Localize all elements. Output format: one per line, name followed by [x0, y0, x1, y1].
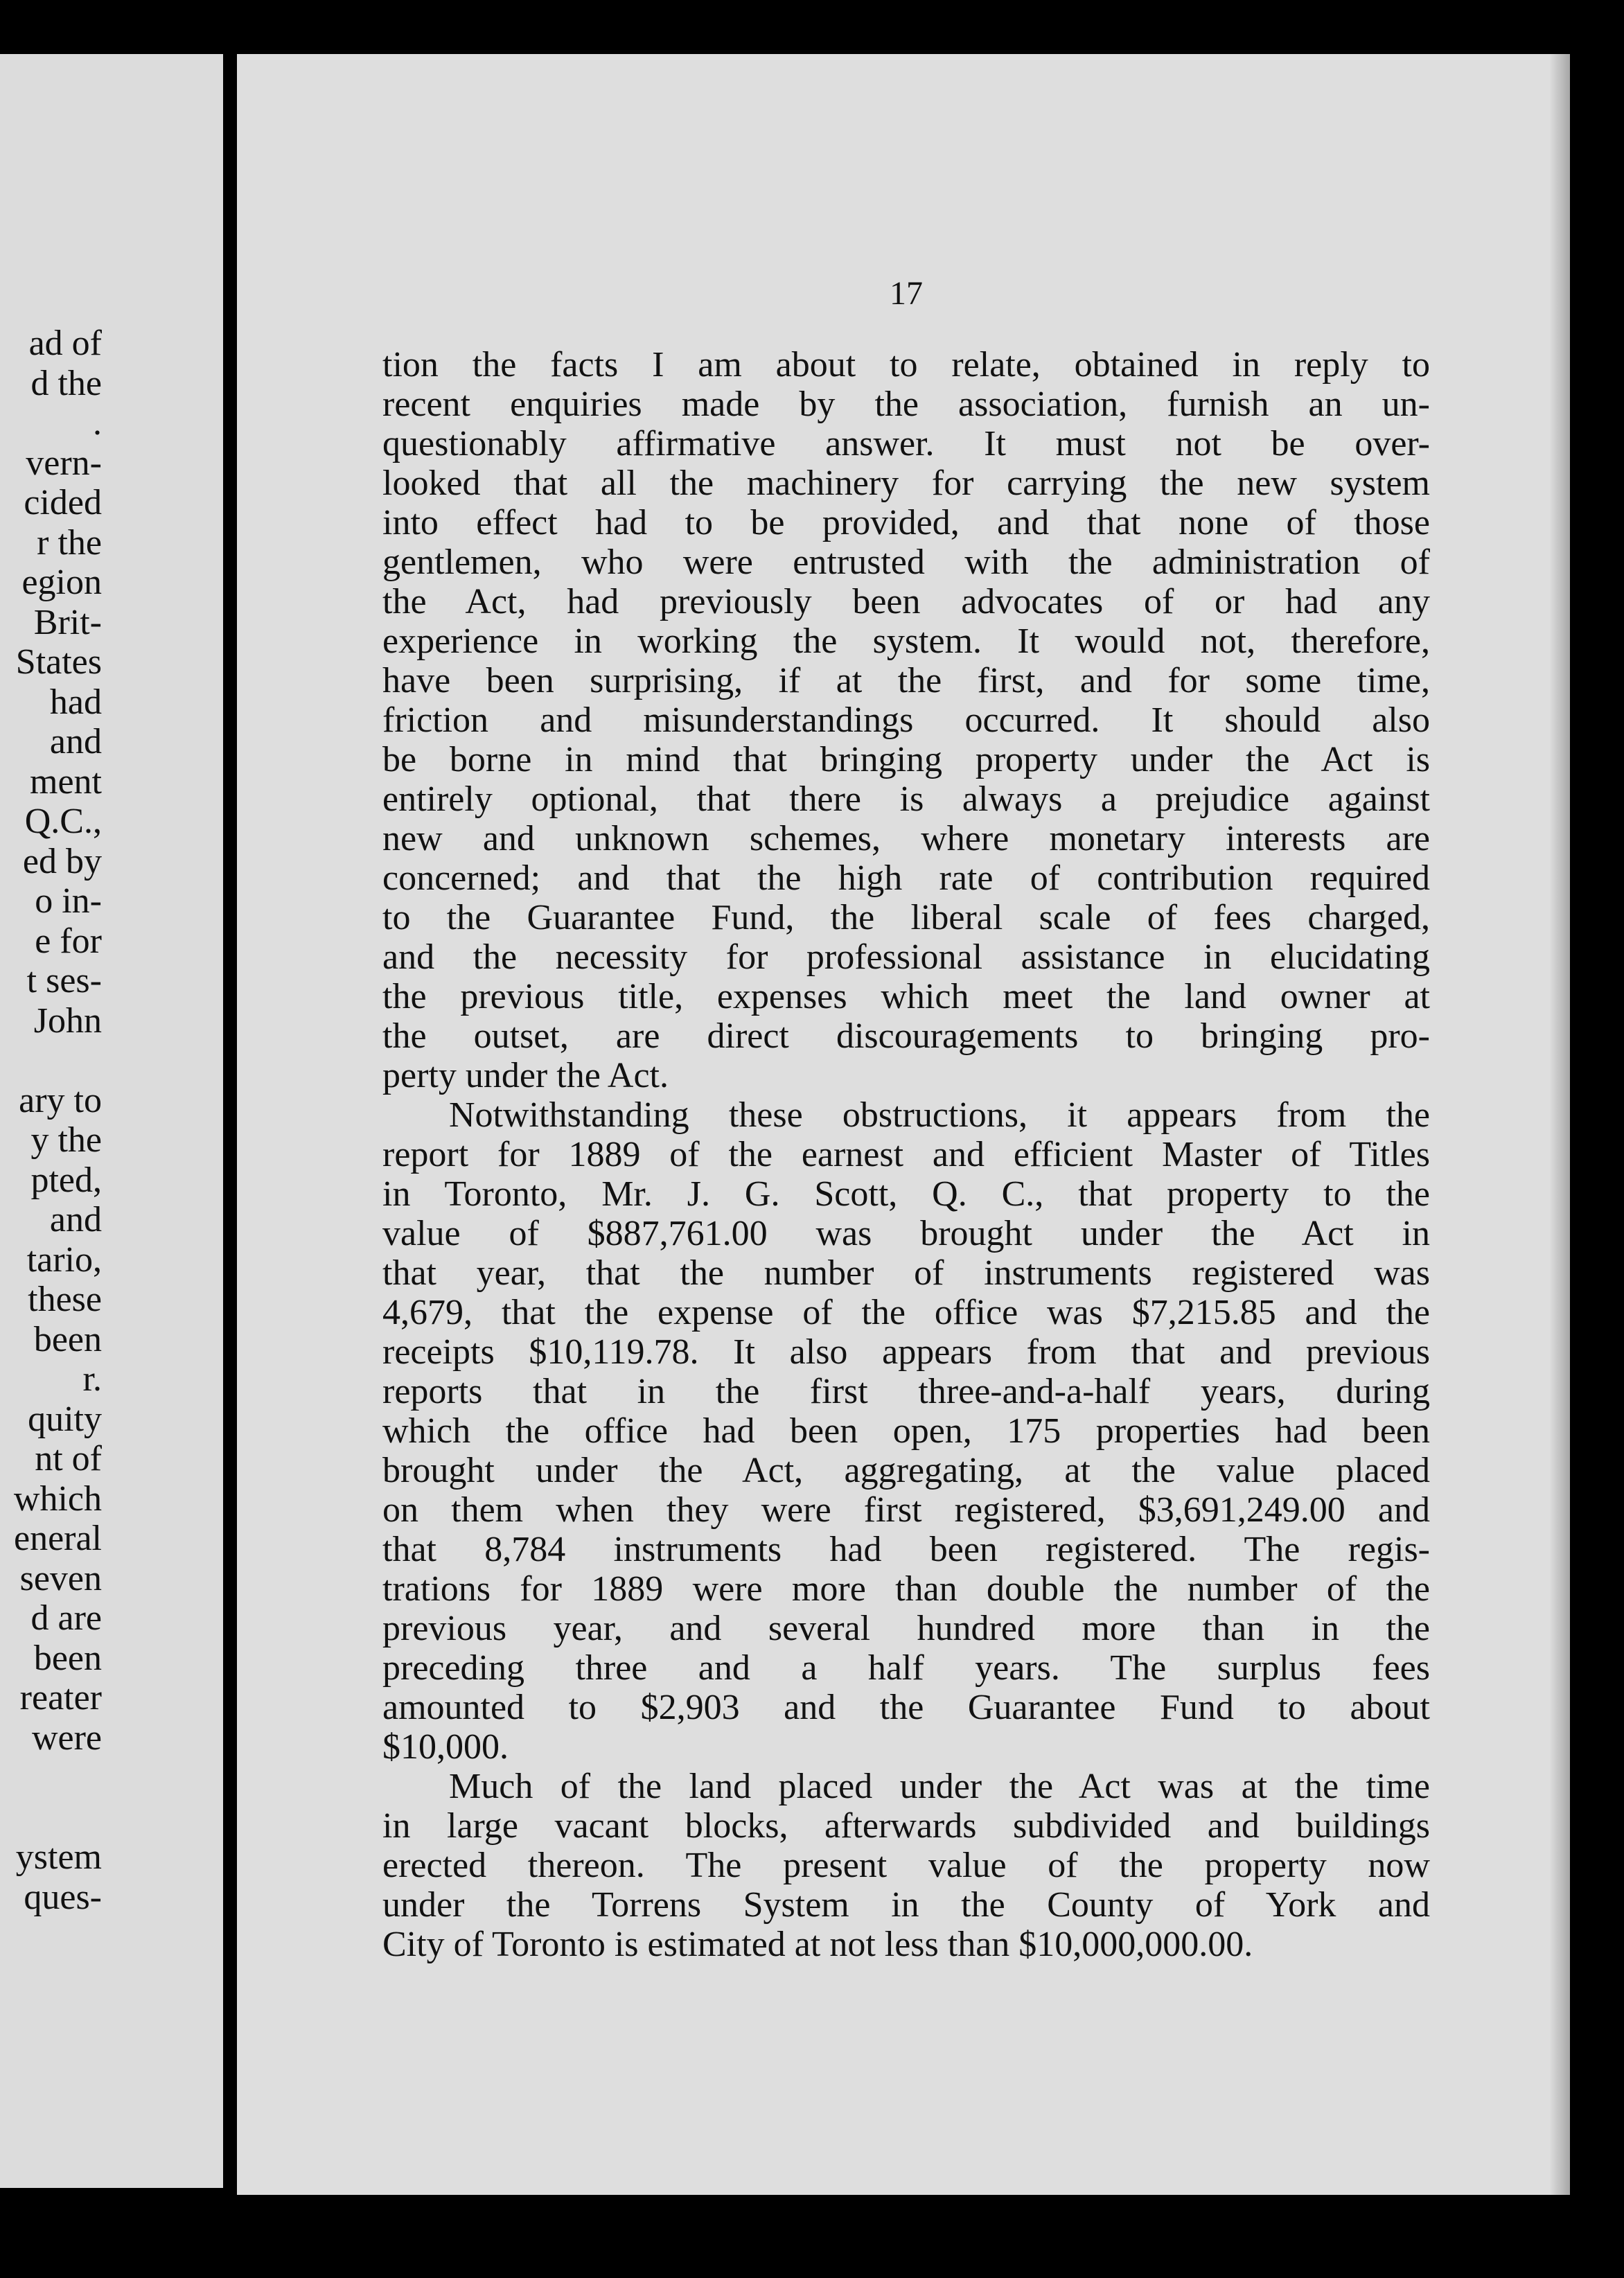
text-line: tion the facts I am about to relate, obtained in reply to: [382, 345, 1430, 385]
left-page-fragment: and: [49, 1200, 102, 1239]
left-page-fragment: been: [33, 1638, 102, 1678]
text-line: which the office had been open, 175 properties had been: [382, 1411, 1430, 1451]
left-page-fragment: nt of: [35, 1439, 102, 1478]
text-line: and the necessity for professional assistance in elucidating: [382, 937, 1430, 977]
text-line: entirely optional, that there is always a prejudice against: [382, 779, 1430, 819]
text-line: $10,000.: [382, 1727, 509, 1767]
paragraph: [382, 1095, 1430, 1767]
left-page-fragment: pted,: [30, 1160, 102, 1200]
text-line: the Act, had previously been advocates of or had any: [382, 582, 1430, 621]
text-line: trations for 1889 were more than double the number of the: [382, 1569, 1430, 1609]
text-line: reports that in the first three-and-a-half years, during: [382, 1372, 1430, 1411]
page-edge-shadow: [1549, 54, 1570, 2195]
text-line: looked that all the machinery for carrying the new system: [382, 463, 1430, 503]
left-page-fragment: r the: [37, 522, 102, 563]
left-page-fragment: o in-: [35, 881, 102, 921]
text-line: that 8,784 instruments had been registered. The regis-: [382, 1530, 1430, 1569]
paragraph: [382, 1767, 1430, 1964]
left-page-fragment: r.: [82, 1359, 102, 1399]
text-line: Much of the land placed under the Act was at the time: [449, 1767, 1430, 1806]
left-facing-page: [0, 54, 223, 2188]
left-page-fragment: d are: [30, 1598, 102, 1638]
text-line: under the Torrens System in the County of York and: [382, 1885, 1430, 1925]
left-page-fragment: tario,: [26, 1239, 102, 1280]
right-page: [237, 54, 1570, 2195]
left-page-fragment: and: [49, 722, 102, 761]
text-line: to the Guarantee Fund, the liberal scale of fees charged,: [382, 898, 1430, 937]
text-line: value of $887,761.00 was brought under the Act in: [382, 1214, 1430, 1253]
text-line: amounted to $2,903 and the Guarantee Fund to about: [382, 1688, 1430, 1727]
left-page-fragment: States: [15, 642, 102, 682]
text-line: previous year, and several hundred more than in the: [382, 1609, 1430, 1648]
text-line: experience in working the system. It would not, therefore,: [382, 621, 1430, 661]
text-line: brought under the Act, aggregating, at the value placed: [382, 1451, 1430, 1490]
left-page-fragment: John: [33, 1000, 102, 1041]
left-page-fragment: Brit-: [33, 602, 102, 642]
text-line: gentlemen, who were entrusted with the administration of: [382, 542, 1430, 582]
text-line: have been surprising, if at the first, and for some time,: [382, 661, 1430, 700]
left-page-fragment: Q.C.,: [24, 802, 102, 841]
left-page-fragment: ed by: [22, 841, 102, 881]
left-page-fragment: been: [33, 1319, 102, 1359]
left-page-fragment: ystem: [15, 1837, 102, 1877]
left-page-fragment: .: [93, 403, 102, 443]
left-page-fragment: d the: [30, 363, 102, 403]
left-page-fragment: ment: [30, 761, 102, 802]
text-line: preceding three and a half years. The surplus fees: [382, 1648, 1430, 1688]
text-line: new and unknown schemes, where monetary interests are: [382, 819, 1430, 858]
left-page-fragment: egion: [21, 563, 102, 602]
left-page-fragment: which: [13, 1478, 102, 1519]
text-line: recent enquiries made by the association, furnish an un-: [382, 385, 1430, 424]
left-page-fragment: ary to: [19, 1080, 102, 1120]
left-page-fragment: ques-: [24, 1877, 102, 1917]
text-line: report for 1889 of the earnest and efficient Master of Titles: [382, 1135, 1430, 1174]
text-line: questionably affirmative answer. It must not be over-: [382, 424, 1430, 463]
paragraph: [382, 345, 1430, 1095]
text-line: in large vacant blocks, afterwards subdivided and buildings: [382, 1806, 1430, 1846]
text-line: on them when they were first registered, $3,691,249.00 and: [382, 1490, 1430, 1530]
left-page-fragment: y the: [30, 1120, 102, 1160]
left-page-fragment: were: [31, 1718, 102, 1758]
page-gutter: [223, 0, 237, 2278]
text-line: into effect had to be provided, and that none of those: [382, 503, 1430, 542]
text-line: receipts $10,119.78. It also appears from that and previous: [382, 1332, 1430, 1372]
text-line: be borne in mind that bringing property under the Act is: [382, 740, 1430, 779]
text-line: in Toronto, Mr. J. G. Scott, Q. C., that property to the: [382, 1174, 1430, 1214]
text-line: Notwithstanding these obstructions, it appears from the: [449, 1095, 1430, 1135]
left-page-fragment: e for: [35, 921, 102, 961]
left-page-fragment: reater: [19, 1678, 102, 1718]
left-page-fragment: quity: [28, 1399, 102, 1439]
text-line: the previous title, expenses which meet the land owner at: [382, 977, 1430, 1016]
text-line: concerned; and that the high rate of contribution required: [382, 858, 1430, 898]
text-line: perty under the Act.: [382, 1056, 669, 1095]
left-page-fragment: had: [49, 682, 102, 722]
left-page-fragment: these: [28, 1280, 102, 1319]
text-line: friction and misunderstandings occurred. It should also: [382, 700, 1430, 740]
text-line: that year, that the number of instruments registered was: [382, 1253, 1430, 1293]
left-page-fragment: eneral: [13, 1519, 102, 1558]
page-number: 17: [890, 275, 923, 312]
body-text: [382, 345, 1430, 1964]
left-page-fragment: cided: [24, 483, 102, 522]
text-line: 4,679, that the expense of the office was $7,215.85 and the: [382, 1293, 1430, 1332]
text-line: City of Toronto is estimated at not less than $10,000,000.00.: [382, 1925, 1253, 1964]
text-line: the outset, are direct discouragements to bringing pro-: [382, 1016, 1430, 1056]
left-page-fragment: seven: [19, 1558, 102, 1598]
left-page-fragment: ad of: [28, 324, 102, 363]
text-line: erected thereon. The present value of the property now: [382, 1846, 1430, 1885]
left-page-fragment: vern-: [26, 443, 102, 483]
left-page-fragment: t ses-: [26, 961, 102, 1000]
